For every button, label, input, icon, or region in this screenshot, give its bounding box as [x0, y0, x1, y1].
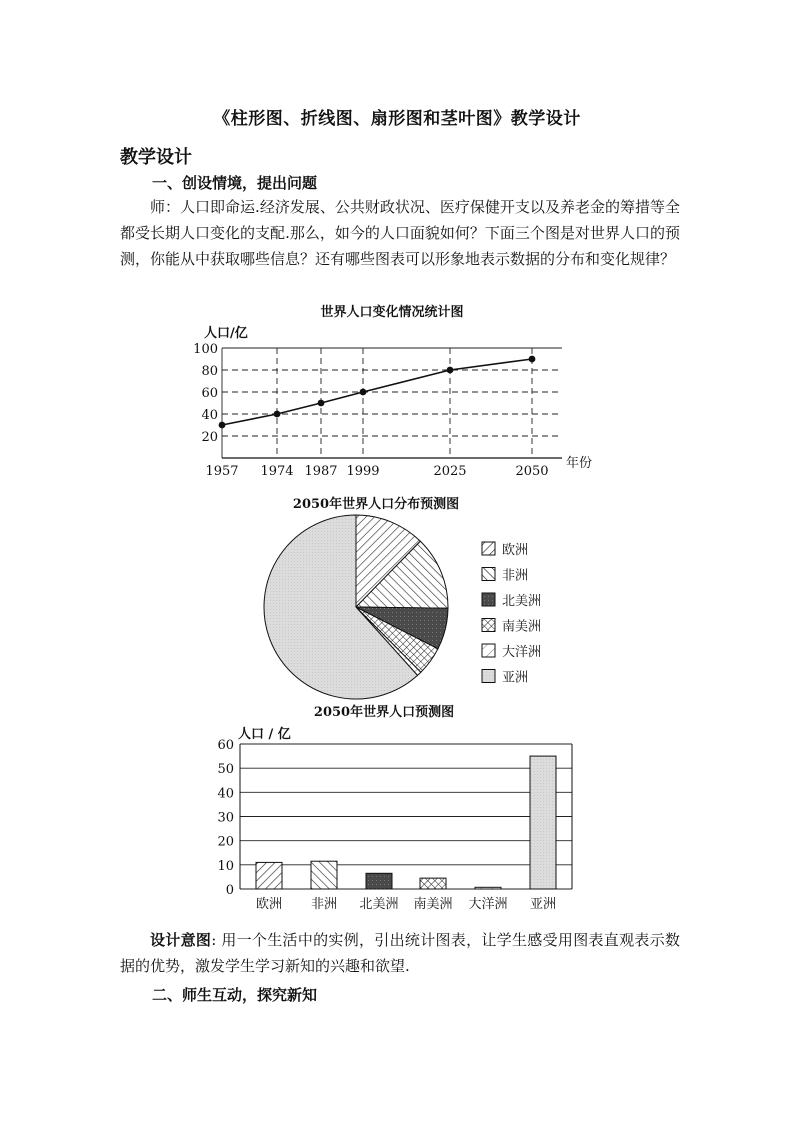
line-chart-ytick: 100	[193, 342, 218, 357]
pie-legend-label: 欧洲	[502, 543, 529, 558]
bar-chart-xtick: 大洋洲	[468, 897, 508, 912]
bar-chart-ytick: 40	[217, 786, 234, 802]
bar-chart-xtick: 欧洲	[255, 897, 283, 912]
bar-chart-xtick: 亚洲	[529, 897, 557, 912]
section-heading: 教学设计	[120, 147, 192, 168]
design-intent-label: 设计意图	[150, 931, 212, 949]
bar	[311, 861, 337, 889]
pie-legend-swatch	[482, 593, 495, 606]
pie-legend-label: 南美洲	[502, 619, 542, 635]
bar-chart-xtick: 北美洲	[359, 897, 399, 912]
pie-legend-label: 亚洲	[502, 670, 529, 686]
line-chart-point	[318, 400, 325, 407]
line-chart-ytick: 60	[201, 386, 218, 401]
step2-heading: 二、师生互动，探究新知	[152, 986, 318, 1004]
line-chart-xlabel: 年份	[566, 456, 593, 471]
pie-legend-swatch	[482, 542, 495, 555]
bar-chart-title: 2050年世界人口预测图	[313, 705, 455, 720]
bar-chart-ytick: 20	[217, 834, 234, 850]
bar-chart-ytick: 0	[225, 883, 234, 898]
pie-legend-label: 大洋洲	[502, 645, 542, 660]
line-chart-point	[447, 367, 454, 374]
line-chart-point	[360, 389, 367, 396]
bar	[366, 873, 392, 889]
bar-chart-ytick: 30	[217, 810, 234, 826]
pie-legend-label: 非洲	[502, 568, 529, 584]
pie-legend-swatch	[482, 619, 495, 632]
bar-chart-ytick: 50	[217, 762, 234, 778]
line-chart-xtick: 1957	[205, 464, 239, 479]
bar	[256, 862, 282, 889]
line-chart-xtick: 2050	[515, 464, 549, 479]
line-chart-ytick: 20	[201, 430, 218, 445]
design-intent-text: : 用一个生活中的实例，引出统计图表，让学生感受用图表直观表示数据的优势，激发学生学习新知的兴趣和欲望.	[120, 931, 680, 975]
step1-paragraph: 师：人口即命运.经济发展、公共财政状况、医疗保健开支以及养老金的筹措等全都受长期人口变化的支配.那么，如今的人口面貌如何？下面三个图是对世界人口的预测，你能从中获取哪些信息？还有哪些图表可以形象地表示数据的分布和变化规律？	[120, 198, 680, 268]
bar-chart-xtick: 南美洲	[413, 897, 453, 912]
pie-chart	[264, 496, 541, 699]
pie-legend-label: 北美洲	[502, 594, 542, 609]
pie-legend-swatch	[482, 670, 495, 683]
design-intent-paragraph	[120, 927, 680, 979]
bar-chart-ytick: 60	[217, 738, 234, 753]
bar-chart-ytick: 10	[217, 858, 234, 874]
pie-legend-swatch	[482, 644, 495, 657]
bar	[530, 756, 556, 889]
line-chart-ytick: 80	[201, 364, 218, 379]
bar	[420, 878, 446, 889]
bar	[475, 887, 501, 889]
line-chart-ytick: 40	[201, 408, 218, 423]
line-chart-xtick: 2025	[433, 464, 467, 479]
line-chart-point	[529, 356, 536, 363]
pie-chart-title: 2050年世界人口分布预测图	[292, 497, 460, 512]
bar-chart-ylabel: 人口 / 亿	[238, 727, 291, 742]
line-chart-point	[274, 411, 281, 418]
line-chart-title: 世界人口变化情况统计图	[320, 305, 464, 320]
pie-legend-swatch	[482, 568, 495, 581]
step1-heading: 一、创设情境，提出问题	[152, 174, 318, 192]
line-chart-ylabel: 人口/亿	[204, 326, 248, 341]
bar-chart-xtick: 非洲	[310, 897, 338, 912]
bar-chart	[217, 704, 572, 912]
line-chart	[193, 304, 592, 479]
line-chart-point	[219, 422, 226, 429]
line-chart-xtick: 1974	[260, 464, 294, 479]
document-title: 《柱形图、折线图、扇形图和茎叶图》教学设计	[213, 109, 581, 129]
line-chart-xtick: 1987	[304, 464, 338, 479]
line-chart-xtick: 1999	[346, 464, 380, 479]
